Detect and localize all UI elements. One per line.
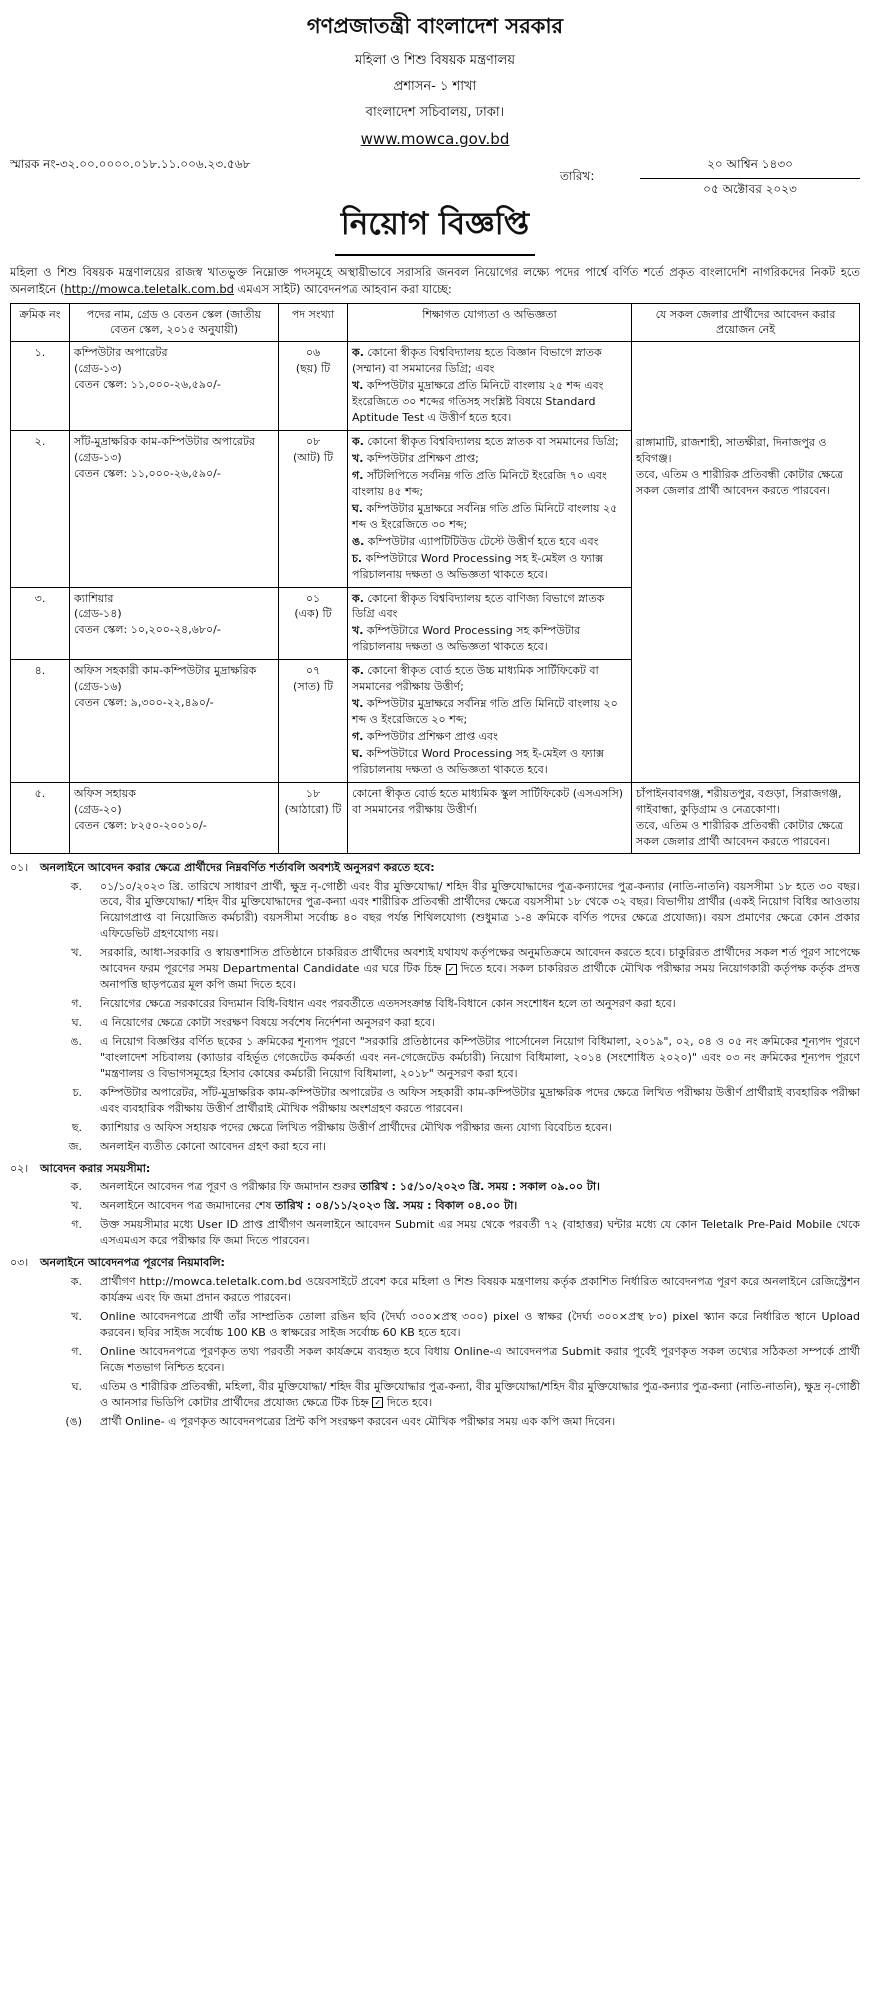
website-link[interactable]: www.mowca.gov.bd — [360, 130, 510, 148]
notice-page — [10, 0, 860, 1430]
post-grade: (গ্রেড-১৬) — [74, 680, 122, 694]
qualification-cell — [348, 660, 632, 783]
qualification-cell — [348, 782, 632, 853]
qualification-item: ক. কোনো স্বীকৃত বিশ্ববিদ্যালয় হতে স্নাতক বা সমমানের ডিগ্রি; — [352, 435, 619, 449]
post-count: ১৮ — [305, 786, 321, 800]
office-address: বাংলাদেশ সচিবালয়, ঢাকা। — [365, 105, 505, 120]
count-cell — [279, 660, 348, 783]
intro-text: মহিলা ও শিশু বিষয়ক মন্ত্রণালয়ের রাজস্ব খাতভুক্ত নিম্নোক্ত পদসমূহে অস্থায়ীভাবে সরাসরি জনবল নিয়োগের লক্ষ্যে পদের পার্শ্বে বর্ণিত শর্তে প্রকৃত বাংলাদেশি নাগরিকদের নিকট হতে অনলাইনে ( — [10, 265, 860, 297]
section-conditions — [10, 860, 860, 1155]
post-grade: (গ্রেড-১৩) — [74, 451, 122, 464]
col-excluded-districts: যে সকল জেলার প্রার্থীদের আবেদন করার প্রয়োজন নেই — [632, 303, 860, 342]
section-title: অনলাইনে আবেদনপত্র পূরণের নিয়মাবলি: — [40, 1256, 225, 1270]
col-serial: ক্রমিক নং — [11, 303, 70, 342]
post-name: কম্পিউটার অপারেটর — [74, 346, 168, 360]
section-number: ০৩। — [10, 1256, 29, 1270]
qualification-item: গ. কম্পিউটার প্রশিক্ষণ প্রাপ্ত এবং — [352, 730, 498, 743]
government-name: গণপ্রজাতন্ত্রী বাংলাদেশ সরকার — [306, 14, 564, 38]
qualification-item: খ. কম্পিউটার মুদ্রাক্ষরে সর্বনিম্ন গতি প্রতি মিনিটে বাংলায় ২০ শব্দ ও ইংরেজিতে ২০ শব্দ; — [352, 697, 618, 727]
count-cell — [279, 342, 348, 431]
ministry-name: মহিলা ও শিশু বিষয়ক মন্ত্রণালয় — [354, 53, 516, 68]
date-bangla: ২০ আশ্বিন ১৪৩০ — [640, 154, 860, 179]
post-cell — [70, 660, 279, 783]
qualification-item: কোনো স্বীকৃত বোর্ড হতে মাধ্যমিক স্কুল সার্টিফিকেট (এসএসসি) বা সমমানের পরীক্ষায় উত্তীর্ণ। — [352, 786, 623, 816]
table-header-row — [11, 303, 860, 342]
post-pay: বেতন স্কেল: ৮২৫০-২০০১০/- — [74, 818, 207, 832]
count-cell — [279, 431, 348, 587]
district-note: তবে, এতিম ও শারীরিক প্রতিবন্ধী কোটার ক্ষেত্রে সকল জেলার প্রার্থী আবেদন করতে পারবেন। — [636, 468, 844, 498]
qualification-item: ক. কোনো স্বীকৃত বোর্ড হতে উচ্চ মাধ্যমিক সার্টিফিকেট বা সমমানের পরীক্ষায় উত্তীর্ণ; — [352, 664, 599, 694]
post-cell — [70, 782, 279, 853]
row-serial: ১. — [11, 342, 70, 431]
section-title: অনলাইনে আবেদন করার ক্ষেত্রে প্রার্থীদের নিম্নবর্ণিত শর্তাবলি অবশ্যই অনুসরণ করতে হবে: — [40, 860, 435, 874]
memo-reference: স্মারক নং-৩২.০০.০০০০.০১৮.১১.০০৬.২৩.৫৬৮ — [10, 157, 251, 171]
post-name: ক্যাশিয়ার — [74, 591, 114, 605]
date-english: ০৫ অক্টোবর ২০২৩ — [703, 182, 797, 196]
qualification-item: ক. কোনো স্বীকৃত বিশ্ববিদ্যালয় হতে বাণিজ্য বিভাগে স্নাতক ডিগ্রি এবং — [352, 591, 605, 621]
post-pay: বেতন স্কেল: ১১,০০০-২৬,৫৯০/- — [74, 466, 221, 480]
memo-row — [10, 154, 860, 194]
post-name: সাঁট-মুদ্রাক্ষরিক কাম-কম্পিউটার অপারেটর — [74, 435, 255, 449]
post-grade: (গ্রেড-১৪) — [74, 607, 122, 621]
qualification-item: ঘ. কম্পিউটারে Word Processing সহ ই-মেইল ও ফ্যাক্স পরিচালনায় দক্ষতা ও অভিজ্ঞতা থাকতে হবে। — [352, 746, 605, 776]
row-serial: ৫. — [11, 782, 70, 853]
condition-item: জ. অনলাইন ব্যতীত কোনো আবেদন গ্রহণ করা হবে না। — [68, 1139, 327, 1153]
col-post-count: পদ সংখ্যা — [279, 303, 348, 342]
qualification-item: ঙ. কম্পিউটার এ্যাপটিটিউড টেস্টে উত্তীর্ণ হতে হবে এবং — [352, 534, 599, 548]
letterhead — [10, 10, 860, 148]
teletalk-link[interactable]: http://mowca.teletalk.com.bd — [64, 282, 234, 297]
post-pay: বেতন স্কেল: ১১,০০০-২৬,৫৯০/- — [74, 378, 221, 392]
row-serial: ৩. — [11, 587, 70, 660]
date-label: তারিখ: — [560, 169, 595, 183]
section-number: ০২। — [10, 1161, 29, 1175]
condition-item: ঙ. এ নিয়োগ বিজ্ঞপ্তির বর্ণিত ছকের ১ ক্রমিকের শূন্যপদ পূরণে "সরকারি প্রতিষ্ঠানের কম্পিউটার পার্সোনেল নিয়োগ বিধিমালা, ২০১৯", ০২, ০৪ ও ০৫ নং ক্রমিকের শূন্যপদ পূরণে "বাংলাদেশ সচিবালয় (ক্যাডার বহির্ভূত গেজেটেড কর্মকর্তা এবং নন-গেজেটেড কর্মচারী) নিয়োগ বিধিমালা, ২০১৪ (সংশোধিত ২০২০)" এবং ০৩ নং ক্রমিকের শূন্যপদ পূরণে "মন্ত্রণালয় ও বিভাগসমূহের হিসাব কোষের কর্মচারী নিয়োগ বিধিমালা, ২০১৮" অনুসরণ করা হবে। — [70, 1034, 860, 1080]
qualification-cell — [348, 587, 632, 660]
deadline-item: খ. অনলাইনে আবেদন পত্র জমাদানের শেষ তারিখ : ০৪/১১/২০২৩ খ্রি. সময় : বিকাল ০৪.০০ টা। — [71, 1199, 518, 1213]
count-cell — [279, 782, 348, 853]
col-post-name: পদের নাম, গ্রেড ও বেতন স্কেল (জাতীয় বেতন স্কেল, ২০১৫ অনুযায়ী) — [70, 303, 279, 342]
notice-title — [10, 200, 860, 256]
notice-title-text: নিয়োগ বিজ্ঞপ্তি — [335, 200, 535, 256]
condition-item: ঘ. এ নিয়োগের ক্ষেত্রে কোটা সংরক্ষণ বিষয়ে সর্বশেষ নির্দেশনা অনুসরণ করা হবে। — [71, 1016, 435, 1029]
qualification-item: খ. কম্পিউটারে Word Processing সহ কম্পিউটার পরিচালনায় দক্ষতা ও অভিজ্ঞতা থাকতে হবে। — [352, 624, 581, 654]
post-count-words: (সাত) টি — [293, 680, 333, 694]
condition-item: খ. সরকারি, আধা-সরকারি ও স্বায়ত্তশাসিত প্রতিষ্ঠানে চাকরিরত প্রার্থীদের অবশ্যই যথাযথ কর্তৃপক্ষের অনুমতিক্রমে আবেদন করতে হবে। চাকুরিরত প্রার্থীদের সকল শর্ত পূরণ সাপেক্ষে আবেদন ফরম পূরণের সময় Departmental Candidate এর ঘরে টিক চিহ্ন ✓ দিতে হবে। সকল চাকরিরত প্রার্থীকে মৌখিক পরীক্ষার সময় নিয়োগকারী কর্তৃপক্ষ কর্তৃক প্রদত্ত অনাপত্তি ছাড়পত্রের মূল কপি জমা দিতে হবে। — [71, 946, 860, 992]
post-pay: বেতন স্কেল: ৯,৩০০-২২,৪৯০/- — [74, 696, 214, 710]
rule-item: (ঙ) প্রার্থী Online- এ পূরণকৃত আবেদনপত্রের প্রিন্ট কপি সংরক্ষণ করবেন এবং মৌখিক পরীক্ষার সময় এক কপি জমা দিবেন। — [65, 1414, 616, 1428]
post-count-words: (এক) টি — [294, 607, 332, 621]
checkbox-tick-icon: ✓ — [372, 1397, 383, 1408]
table-row — [11, 342, 860, 431]
memo-date — [560, 154, 860, 196]
rule-item: ঘ. এতিম ও শারীরিক প্রতিবন্ধী, মহিলা, বীর মুক্তিযোদ্ধা/ শহিদ বীর মুক্তিযোদ্ধার পুত্র-কন্যা, বীর মুক্তিযোদ্ধা/শহিদ বীর মুক্তিযোদ্ধার পুত্র-কন্যার পুত্র-কন্যা (নাতি-নাতনি), ক্ষুদ্র নৃ-গোষ্ঠী ও আনসার ভিডিপি কোটার প্রার্থীদের প্রযোজ্য ক্ষেত্রে টিক চিহ্ন ✓ দিতে হবে। — [71, 1379, 860, 1409]
post-count: ০৬ — [305, 346, 321, 360]
checkbox-tick-icon: ✓ — [446, 964, 457, 975]
post-name: অফিস সহকারী কাম-কম্পিউটার মুদ্রাক্ষরিক — [74, 664, 257, 678]
rule-item: গ. Online আবেদনপত্রে পূরণকৃত তথ্য পরবর্তী সকল কার্যক্রমে ব্যবহৃত হবে বিধায় Online-এ আবেদনপত্র Submit করার পূর্বেই পূরণকৃত সকল তথ্যের সঠিকতা সম্পর্কে প্রার্থী নিজে শতভাগ নিশ্চিত হবেন। — [71, 1344, 860, 1374]
qualification-cell — [348, 431, 632, 587]
post-count: ০৭ — [305, 664, 321, 678]
post-cell — [70, 431, 279, 587]
post-count-words: (ছয়) টি — [295, 362, 331, 376]
qualification-item: ক. কোনো স্বীকৃত বিশ্ববিদ্যালয় হতে বিজ্ঞান বিভাগে স্নাতক (সম্মান) বা সমমানের ডিগ্রি; এবং — [352, 346, 602, 376]
qualification-item: খ. কম্পিউটার মুদ্রাক্ষরে প্রতি মিনিটে বাংলায় ২৫ শব্দ এবং ইংরেজিতে ৩০ শব্দের গতিসহ সংশ্লিষ্ট বিষয়ে Standard Aptitude Test এ উত্তীর্ণ হতে হবে। — [352, 379, 604, 425]
district-names: রাঙ্গামাটি, রাজশাহী, সাতক্ষীরা, দিনাজপুর ও হবিগঞ্জ। — [636, 436, 827, 466]
rule-item: খ. Online আবেদনপত্রে প্রার্থী তাঁর সাম্প্রতিক তোলা রঙিন ছবি (দৈর্ঘ্য ৩০০×প্রস্থ ৩০০) pixel ও স্বাক্ষর (দৈর্ঘ্য ৩০০×প্রস্থ ৮০) pixel স্ক্যান করে নির্ধারিত স্থানে Upload করবেন। ছবির সাইজ সর্বোচ্চ 100 KB ও স্বাক্ষরের সাইজ সর্বোচ্চ 60 KB হতে হবে। — [71, 1310, 860, 1339]
excluded-districts-1-4 — [632, 342, 860, 782]
deadline-item: গ. উক্ত সময়সীমার মধ্যে User ID প্রাপ্ত প্রার্থীগণ অনলাইনে আবেদন Submit এর সময় থেকে পরবর্তী ৭২ (বাহাত্তর) ঘন্টার মধ্যে যে কোন Teletalk Pre-Paid Mobile থেকে এসএমএস করে পরীক্ষার ফি জমা দিতে পারবেন। — [71, 1218, 860, 1248]
deadline-item: ক. অনলাইনে আবেদন পত্র পূরণ ও পরীক্ষার ফি জমাদান শুরুর তারিখ : ১৫/১০/২০২৩ খ্রি. সময় : সকাল ০৯.০০ টা। — [70, 1180, 600, 1194]
excluded-districts-5 — [632, 782, 860, 853]
vacancy-table — [10, 303, 860, 854]
post-pay: বেতন স্কেল: ১০,২০০-২৪,৬৮০/- — [74, 623, 221, 637]
post-count: ০১ — [305, 591, 321, 605]
count-cell — [279, 587, 348, 660]
branch-name: প্রশাসন- ১ শাখা — [393, 79, 477, 94]
rule-item: ক. প্রার্থীগণ http://mowca.teletalk.com.bd ওয়েবসাইটে প্রবেশ করে মহিলা ও শিশু বিষয়ক মন্ত্রণালয় কর্তৃক প্রকাশিত নির্ধারিত আবেদনপত্র পূরণ করে অনলাইনে রেজিস্ট্রেশন কার্যক্রম এবং ফি জমা প্রদান করতে পারবেন। — [70, 1275, 860, 1305]
condition-item: গ. নিয়োগের ক্ষেত্রে সরকারের বিদ্যমান বিধি-বিধান এবং পরবর্তীতে এতদসংক্রান্ত বিধি-বিধানে কোন সংশোধন হলে তা অনুসরণ করা হবে। — [71, 997, 676, 1011]
qualification-item: খ. কম্পিউটার প্রশিক্ষণ প্রাপ্ত; — [352, 452, 479, 465]
section-title: আবেদন করার সময়সীমা: — [40, 1161, 151, 1175]
post-count: ০৮ — [305, 435, 321, 449]
post-cell — [70, 342, 279, 431]
section-number: ০১। — [10, 860, 29, 874]
section-deadline — [10, 1161, 860, 1250]
condition-item: চ. কম্পিউটার অপারেটর, সাঁট-মুদ্রাক্ষরিক কাম-কম্পিউটার অপারেটর ও অফিস সহকারী কাম-কম্পিউটার মুদ্রাক্ষরিক পদের ক্ষেত্রে লিখিত পরীক্ষায় উত্তীর্ণ প্রার্থীরাই ব্যবহারিক পরীক্ষা এবং ব্যবহারিক পরীক্ষায় উত্তীর্ণ প্রার্থীরাই মৌখিক পরীক্ষায় অংশগ্রহণ করতে পারবেন। — [72, 1085, 860, 1115]
condition-item: ক. ০১/১০/২০২৩ খ্রি. তারিখে সাধারণ প্রার্থী, ক্ষুদ্র নৃ-গোষ্ঠী এবং বীর মুক্তিযোদ্ধা/ শহিদ বীর মুক্তিযোদ্ধাদের পুত্র-কন্যাদের পুত্র-কন্যার (নাতি-নাতনি) বয়সসীমা ১৮ হতে ৩০ বছর। তবে, বীর মুক্তিযোদ্ধা/ শহিদ বীর মুক্তিযোদ্ধাদের পুত্র-কন্যা এবং শারীরিক প্রতিবন্ধী প্রার্থীদের ক্ষেত্রে বয়সসীমা ১৮ থেকে ৩২ বছর। বিভাগীয় প্রার্থীর (একই নিয়োগ বিধির আওতায় নিয়োগপ্রাপ্ত বা নিয়োজিত কর্মচারী) বয়সসীমা সর্বোচ্চ ৪০ বছর পর্যন্ত শিথিলযোগ্য (শুধুমাত্র ১-৪ ক্রমিকে বর্ণিত পদের ক্ষেত্রে প্রযোজ্য)। বয়স প্রমাণের ক্ষেত্রে কোন প্রকার এফিডেভিট গ্রহণযোগ্য নয়। — [70, 879, 860, 941]
row-serial: ২. — [11, 431, 70, 587]
post-count-words: (আট) টি — [292, 451, 334, 464]
section-application-rules — [10, 1255, 860, 1429]
district-note: তবে, এতিম ও শারীরিক প্রতিবন্ধী কোটার ক্ষেত্রে সকল জেলার প্রার্থী আবেদন করতে পারবেন। — [636, 818, 844, 848]
post-count-words: (আঠারো) টি — [284, 802, 342, 816]
qualification-item: চ. কম্পিউটারে Word Processing সহ ই-মেইল ও ফ্যাক্স পরিচালনায় দক্ষতা ও অভিজ্ঞতা থাকতে হবে। — [352, 551, 604, 581]
qualification-item: ঘ. কম্পিউটার মুদ্রাক্ষরে সর্বনিম্ন গতি প্রতি মিনিটে বাংলায় ২৫ শব্দ ও ইংরেজিতে ৩০ শব্দ; — [352, 501, 618, 531]
qualification-item: গ. সাঁটলিপিতে সর্বনিম্ন গতি প্রতি মিনিটে ইংরেজি ৭০ এবং বাংলায় ৪৫ শব্দ; — [352, 468, 607, 498]
row-serial: ৪. — [11, 660, 70, 783]
qualification-cell — [348, 342, 632, 431]
intro-text-end: এমএস সাইট) আবেদনপত্র আহবান করা যাচ্ছে: — [233, 282, 452, 297]
col-qualification: শিক্ষাগত যোগ্যতা ও অভিজ্ঞতা — [348, 303, 632, 342]
post-grade: (গ্রেড-২০) — [74, 802, 122, 816]
condition-item: ছ. ক্যাশিয়ার ও অফিস সহায়ক পদের ক্ষেত্রে লিখিত পরীক্ষায় উত্তীর্ণ প্রার্থীদের মৌখিক পরীক্ষার জন্য যোগ্য বিবেচিত হবেন। — [71, 1120, 612, 1134]
post-cell — [70, 587, 279, 660]
intro-paragraph — [10, 264, 860, 299]
post-name: অফিস সহায়ক — [74, 786, 136, 800]
post-grade: (গ্রেড-১৩) — [74, 362, 122, 376]
district-names: চাঁপাইনবাবগঞ্জ, শরীয়তপুর, বগুড়া, সিরাজগঞ্জ, গাইবান্ধা, কুড়িগ্রাম ও নেত্রকোণা। — [636, 786, 842, 816]
table-row — [11, 782, 860, 853]
